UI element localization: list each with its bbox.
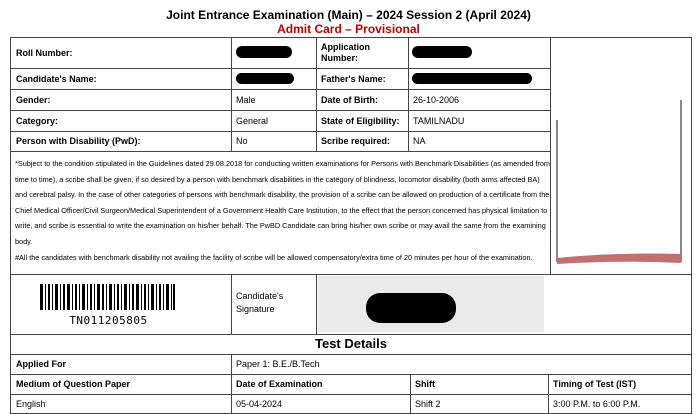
date-value: 05-04-2024	[236, 398, 283, 409]
gender-value: Male	[236, 94, 256, 105]
candidate-name-label: Candidate's Name:	[16, 73, 97, 84]
redacted-application-number	[412, 46, 472, 58]
scribe-label: Scribe required:	[321, 136, 391, 146]
timing-value: 3:00 P.M. to 6:00 P.M.	[553, 398, 641, 409]
application-number-label: Application Number:	[321, 42, 370, 63]
col-date-header: Date of Examination	[236, 379, 323, 389]
gender-label: Gender:	[16, 94, 51, 105]
barcode-image	[40, 284, 175, 310]
dob-label: Date of Birth:	[321, 94, 378, 105]
state-label: State of Eligibility:	[321, 115, 400, 126]
col-divider	[316, 274, 317, 334]
document-subtitle: Admit Card – Provisional	[277, 22, 420, 36]
col-shift-header: Shift	[415, 379, 435, 389]
disability-note	[15, 156, 550, 265]
candidate-photo	[556, 100, 682, 268]
shift-value: Shift 2	[415, 398, 441, 409]
pwd-label: Person with Disability (PwD):	[16, 136, 141, 146]
redacted-roll-number	[236, 46, 292, 58]
redacted-father-name	[412, 73, 532, 84]
category-value: General	[236, 115, 269, 126]
redacted-candidate-name	[236, 73, 294, 84]
state-value: TAMILNADU	[413, 115, 465, 126]
col-divider	[550, 37, 551, 274]
scribe-value: NA	[413, 136, 426, 146]
document-title: Joint Entrance Examination (Main) – 2024 Session 2 (April 2024)	[166, 8, 531, 22]
pwd-value: No	[236, 136, 248, 146]
category-label: Category:	[16, 115, 59, 126]
row-divider	[10, 151, 550, 152]
note-paragraph-1: *Subject to the condition stipulated in the Guidelines dated 29.08.2018 for conducting written examinations for Persons with Benchmark Disabilities (as amended from time to time), a scribe shall be given, if so desired by a person with benchmark disabilities in the category of blindness, locomotor disability (both arms affected BA) and cerebral palsy. In the case of other categories of persons with benchmark disability, the provision of a scribe can be allowed on production of a certificate from the Chief Medical Officer/Civil Surgeon/Medical Superintendent of a Government Health Care Institution, to the effect that the person concerned has physical limitation to write, and scribe is essential to write the examination on his/her behalf. The PwBD Candidate can bring his/her own scribe or may avail the same from the examining body.	[15, 159, 550, 246]
row-divider	[10, 274, 692, 275]
applied-for-value: Paper 1: B.E./B.Tech	[236, 359, 320, 369]
table-border-right	[691, 37, 692, 414]
dob-value: 26-10-2006	[413, 94, 460, 105]
father-name-label: Father's Name:	[321, 73, 386, 84]
test-details-heading: Test Details	[314, 336, 387, 351]
note-paragraph-2: #All the candidates with benchmark disability not availing the facility of scribe will be allowed compensatory/extra time of 20 minutes per hour of the examination.	[15, 252, 533, 262]
barcode-text: TN011205805	[69, 314, 148, 327]
col-timing-header: Timing of Test (IST)	[553, 379, 637, 389]
col-medium-header: Medium of Question Paper	[16, 379, 131, 389]
redacted-signature	[366, 293, 456, 323]
medium-value: English	[16, 398, 46, 409]
roll-number-label: Roll Number:	[16, 47, 73, 58]
applied-for-label: Applied For	[16, 359, 66, 369]
signature-label: Candidate's Signature	[236, 291, 284, 314]
